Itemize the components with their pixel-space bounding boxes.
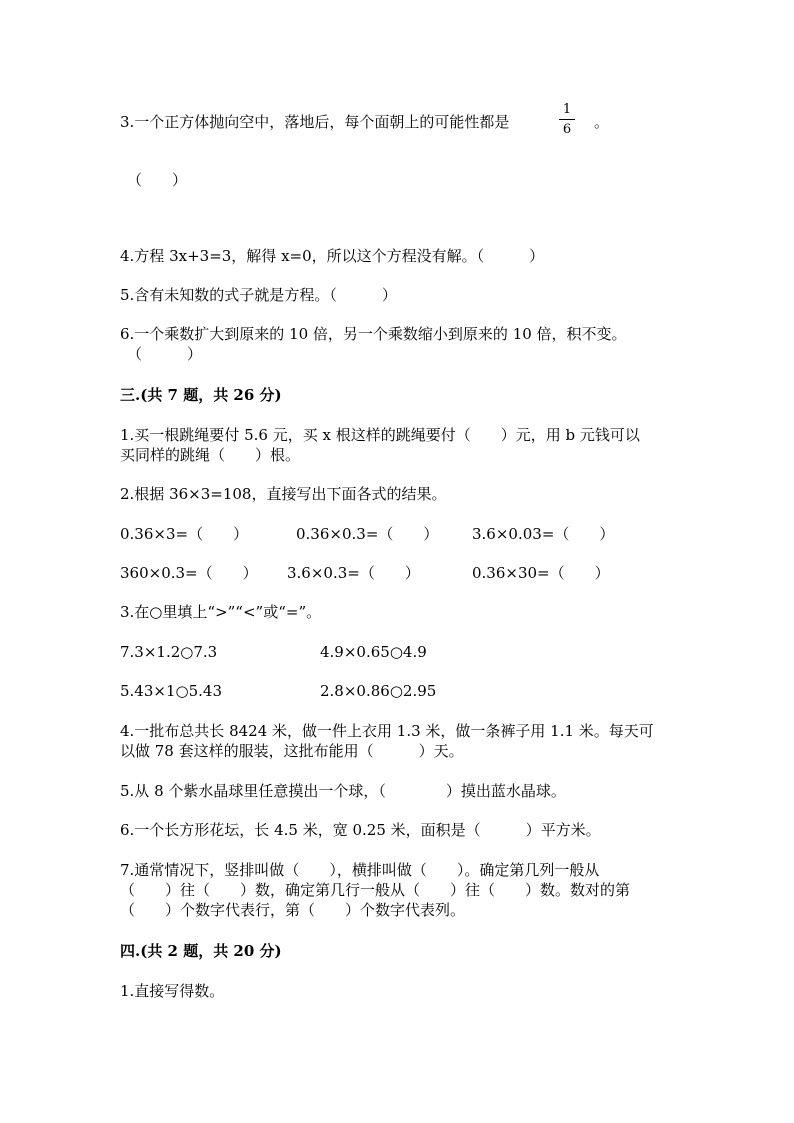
fraction-bar [559, 119, 575, 120]
question-2-6-line1: 6.一个乘数扩大到原来的 10 倍，另一个乘数缩小到原来的 10 倍，积不变。 [120, 325, 627, 343]
question-text: 3.一个正方体抛向空中，落地后，每个面朝上的可能性都是 [120, 113, 510, 131]
question-4-1: 1.直接写得数。 [120, 982, 225, 1000]
question-2-5: 5.含有未知数的式子就是方程。（ ） [120, 286, 397, 304]
calc-item: 3.6×0.03=（ ） [472, 525, 615, 543]
question-3-7-line3: （ ）个数字代表行，第（ ）个数字代表列。 [120, 901, 466, 919]
question-3-7-line2: （ ）往（ ）数，确定第几行一般从（ ）往（ ）数。数对的第 [120, 881, 631, 899]
question-3-1-line2: 买同样的跳绳（ ）根。 [120, 446, 301, 464]
fraction [555, 102, 579, 137]
compare-item: 5.43×1○5.43 [120, 682, 222, 700]
question-3-5: 5.从 8 个紫水晶球里任意摸出一个球，（ ）摸出蓝水晶球。 [120, 782, 566, 800]
question-2-6-line2: （ ） [127, 345, 203, 363]
compare-item: 7.3×1.2○7.3 [120, 643, 218, 661]
section-heading-3: 三.(共 7 题，共 26 分) [120, 386, 282, 404]
question-3-1-line1: 1.买一根跳绳要付 5.6 元，买 x 根这样的跳绳要付（ ）元，用 b 元钱可以 [120, 426, 640, 444]
calc-item: 0.36×30=（ ） [472, 564, 610, 582]
question-3-4-line2: 以做 78 套这样的服装，这批布能用（ ）天。 [120, 742, 464, 760]
question-3-6: 6.一个长方形花坛，长 4.5 米，宽 0.25 米，面积是（ ）平方米。 [120, 821, 601, 839]
compare-item: 2.8×0.86○2.95 [320, 682, 437, 700]
question-3-4-line1: 4.一批布总共长 8424 米，做一件上衣用 1.3 米，做一条裤子用 1.1 米。每天可 [120, 722, 654, 740]
fraction-numerator: 1 [562, 102, 572, 117]
calc-item: 0.36×0.3=（ ） [296, 525, 439, 543]
question-3-7-line1: 7.通常情况下，竖排叫做（ ），横排叫做（ ）。确定第几列一般从 [120, 861, 600, 879]
fraction-denominator: 6 [562, 122, 572, 137]
calc-item: 3.6×0.3=（ ） [287, 564, 420, 582]
question-2-4: 4.方程 3x+3=3，解得 x=0，所以这个方程没有解。（ ） [120, 247, 545, 265]
section-heading-4: 四.(共 2 题，共 20 分) [120, 942, 282, 960]
calc-item: 0.36×3=（ ） [120, 525, 249, 543]
calc-item: 360×0.3=（ ） [120, 564, 258, 582]
answer-parentheses: （ ） [127, 171, 188, 189]
compare-item: 4.9×0.65○4.9 [320, 643, 427, 661]
question-3-2: 2.根据 36×3=108，直接写出下面各式的结果。 [120, 485, 447, 503]
question-3-3: 3.在○里填上“>”“<”或“=”。 [120, 603, 322, 621]
question-end-mark: 。 [594, 113, 610, 131]
